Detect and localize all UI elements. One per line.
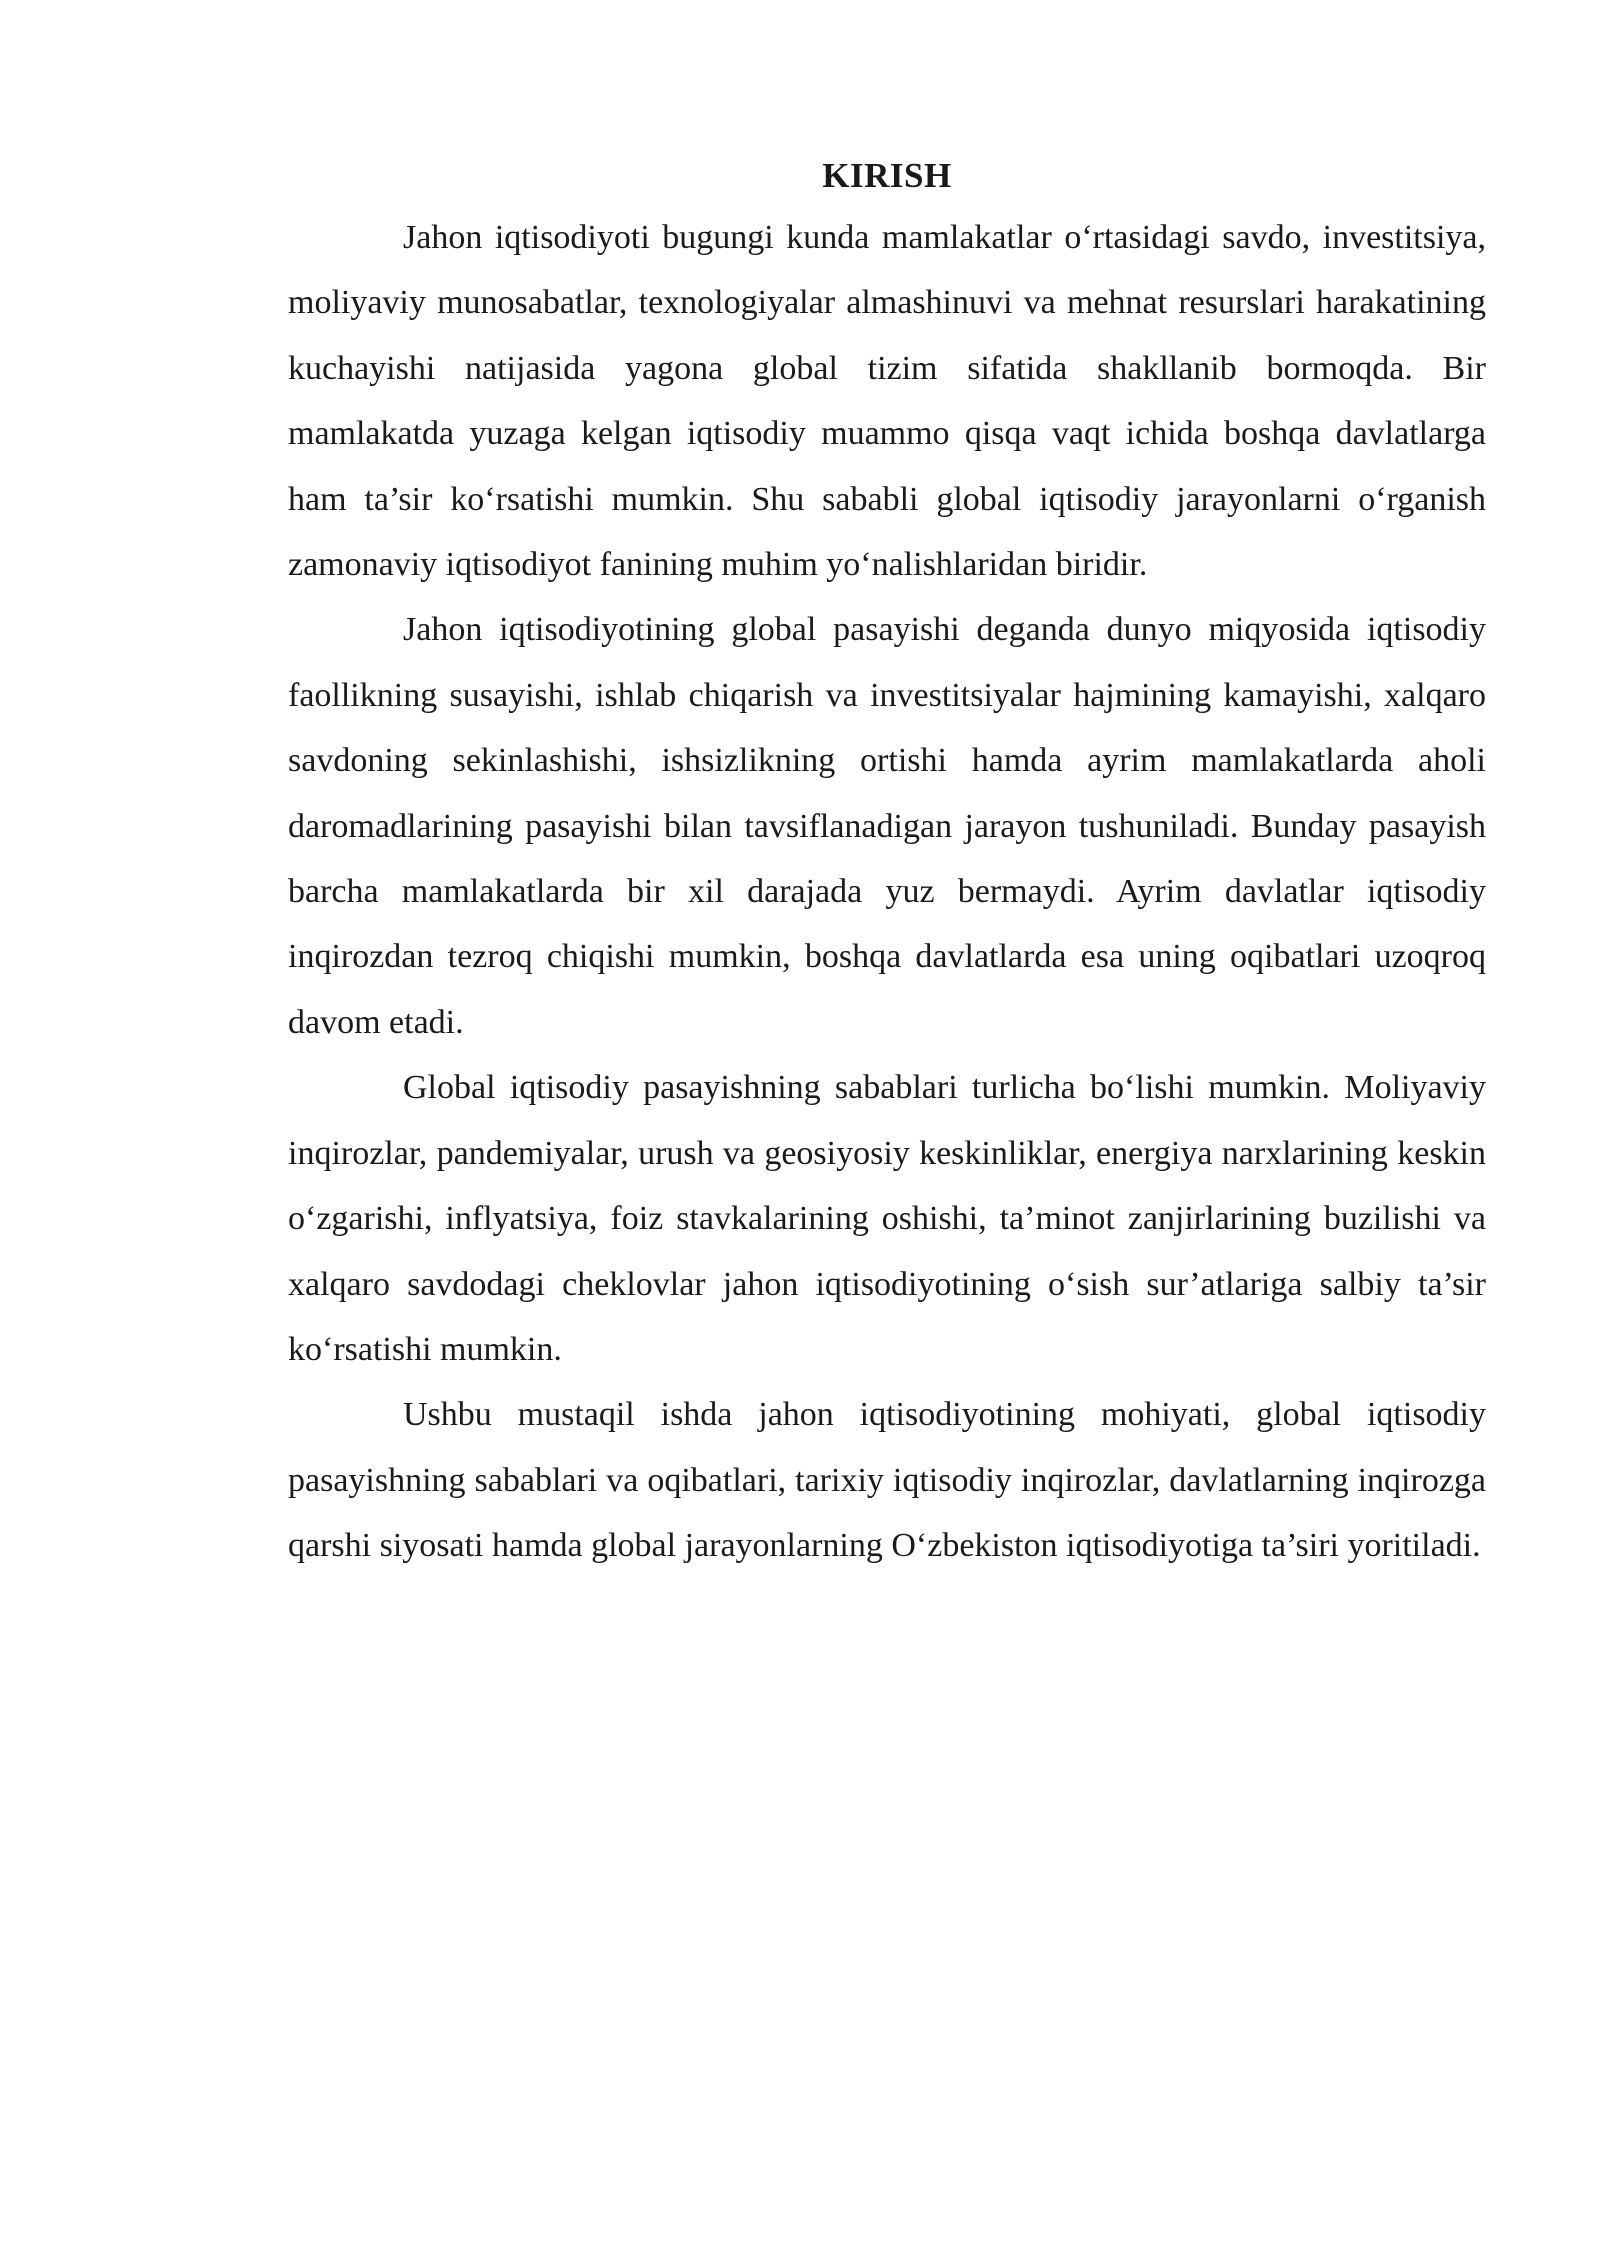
- section-heading: KIRISH: [822, 156, 952, 195]
- paragraph-4: Ushbu mustaqil ishda jahon iqtisodiyotining mohiyati, global iqtisodiy pasayishning sabablari va oqibatlari, tarixiy iqtisodiy inqirozlar, davlatlarning inqirozga qarshi siyosati hamda global jarayonlarning O‘zbekiston iqtisodiyotiga ta’siri yoritiladi.: [288, 1396, 1486, 1565]
- paragraph-1: Jahon iqtisodiyoti bugungi kunda mamlakatlar o‘rtasidagi savdo, investitsiya, moliyaviy munosabatlar, texnologiyalar almashinuvi va mehnat resurslari harakatining kuchayishi natijasida yagona global tizim sifatida shakllanib bormoqda. Bir mamlakatda yuzaga kelgan iqtisodiy muammo qisqa vaqt ichida boshqa davlatlarga ham ta’sir ko‘rsatishi mumkin. Shu sababli global iqtisodiy jarayonlarni o‘rganish zamonaviy iqtisodiyot fanining muhim yo‘nalishlaridan biridir.: [288, 219, 1486, 584]
- document-body: [288, 148, 1486, 1579]
- paragraph-2: Jahon iqtisodiyotining global pasayishi deganda dunyo miqyosida iqtisodiy faollikning susayishi, ishlab chiqarish va investitsiyalar hajmining kamayishi, xalqaro savdoning sekinlashishi, ishsizlikning ortishi hamda ayrim mamlakatlarda aholi daromadlarining pasayishi bilan tavsiflanadigan jarayon tushuniladi. Bunday pasayish barcha mamlakatlarda bir xil darajada yuz bermaydi. Ayrim davlatlar iqtisodiy inqirozdan tezroq chiqishi mumkin, boshqa davlatlarda esa uning oqibatlari uzoqroq davom etadi.: [288, 611, 1486, 1041]
- paragraph-3: Global iqtisodiy pasayishning sabablari turlicha bo‘lishi mumkin. Moliyaviy inqirozlar, pandemiyalar, urush va geosiyosiy keskinliklar, energiya narxlarining keskin o‘zgarishi, inflyatsiya, foiz stavkalarining oshishi, ta’minot zanjirlarining buzilishi va xalqaro savdodagi cheklovlar jahon iqtisodiyotining o‘sish sur’atlariga salbiy ta’sir ko‘rsatishi mumkin.: [288, 1069, 1486, 1368]
